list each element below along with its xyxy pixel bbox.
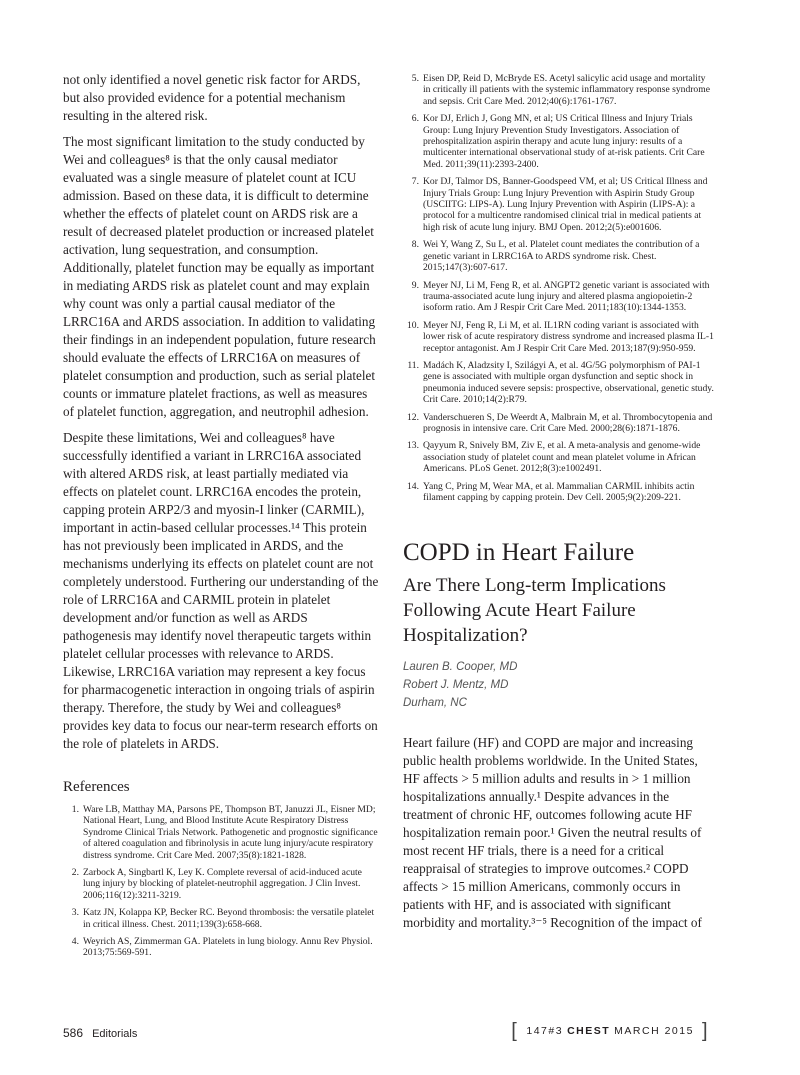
article-subtitle: Are There Long-term Implications Following Acute Heart Failure Hospitalization?: [403, 575, 666, 647]
left-column: [63, 71, 379, 965]
author-name: Lauren B. Cooper, MD: [403, 661, 518, 674]
reference-item: 6. Kor DJ, Erlich J, Gong MN, et al; US Critical Illness and Injury Trials Group: Lung Injury Prevention Study Investigators. Association of prehospitalization aspirin therapy and acute lung injury: results of a multicenter international observational study of at-risk patients. Crit Care Med. 2011;39(11):2393-2400.: [411, 113, 705, 170]
footer-left: [63, 1026, 137, 1040]
reference-list: [403, 73, 715, 503]
reference-item: 3. Katz JN, Kolappa KP, Becker RC. Beyond thrombosis: the versatile platelet in critical illness. Chest. 2011;139(3):658-668.: [71, 907, 375, 930]
reference-item: 9. Meyer NJ, Li M, Feng R, et al. ANGPT2 genetic variant is associated with trauma-associated acute lung injury and altered plasma angiopoietin-2 isoform ratio. Am J Respir Crit Care Med. 2011;183(10):1344-1353.: [411, 279, 710, 314]
bracket-close: ]: [701, 1020, 709, 1042]
reference-item: 14. Yang C, Pring M, Wear MA, et al. Mammalian CARMIL inhibits actin filament capping by capping protein. Dev Cell. 2005;9(2):209-221.: [407, 480, 695, 503]
reference-item: 10. Meyer NJ, Feng R, Li M, et al. IL1RN coding variant is associated with lower risk of acute respiratory distress syndrome and increased plasma IL-1 receptor antagonist. Am J Respir Crit Care Med. 2013;187(9):950-959.: [407, 319, 714, 354]
author-name: Robert J. Mentz, MD: [403, 679, 509, 692]
reference-item: 4. Weyrich AS, Zimmerman GA. Platelets in lung biology. Annu Rev Physiol. 2013;75:569-591.: [71, 936, 373, 959]
article-title: COPD in Heart Failure: [403, 539, 635, 567]
bracket-open: [: [511, 1020, 519, 1042]
section-label: Editorials: [92, 1028, 138, 1040]
issue-date: MARCH 2015: [614, 1025, 694, 1037]
reference-item: 8. Wei Y, Wang Z, Su L, et al. Platelet count mediates the contribution of a genetic variant in LRRC16A to ARDS syndrome risk. Chest. 2015;147(3):607-617.: [411, 239, 700, 274]
reference-list: [63, 804, 379, 959]
reference-item: 1. Ware LB, Matthay MA, Parsons PE, Thompson BT, Januzzi JL, Eisner MD; National Heart, Lung, and Blood Institute Acute Respiratory Distress Syndrome Clinical Trials Network. Pathogenetic and prognostic significance of altered coagulation and fibrinolysis in acute lung injury/acute respiratory distress syndrome. Crit Care Med. 2007;35(8):1821-1828.: [71, 804, 378, 861]
right-column: [403, 71, 715, 940]
body-paragraph: not only identified a novel genetic risk factor for ARDS, but also provided evidence for a potential mechanism resulting in the altered risk.: [63, 72, 361, 123]
references-heading: References: [63, 779, 130, 795]
reference-item: 2. Zarbock A, Singbartl K, Ley K. Complete reversal of acid-induced acute lung injury by blocking of platelet-neutrophil aggregation. J Clin Invest. 2006;116(12):3211-3219.: [71, 867, 362, 901]
author-location: Durham, NC: [403, 697, 467, 710]
page-number: 586: [63, 1026, 84, 1040]
issue-number: 147#3: [526, 1025, 564, 1037]
reference-item: 12. Vanderschueren S, De Weerdt A, Malbrain M, et al. Thrombocytopenia and prognosis in intensive care. Crit Care Med. 2000;28(6):1871-1876.: [407, 411, 713, 434]
body-paragraph: Heart failure (HF) and COPD are major and increasing public health problems worldwide. In the United States, HF affects > 5 million adults and results in > 1 million hospitalizations annually.¹ Despite advances in the treatment of chronic HF, outcomes following acute HF hospitalization remain poor.¹ Given the neutral results of most recent HF trials, there is a need for a critical reappraisal of strategies to improve outcomes.² COPD affects > 15 million Americans, commonly occurs in patients with HF, and is associated with significant morbidity and mortality.³⁻⁵ Recognition of the impact of: [403, 735, 702, 931]
reference-item: 5. Eisen DP, Reid D, McBryde ES. Acetyl salicylic acid usage and mortality in critically ill patients with the systemic inflammatory response syndrome and sepsis. Crit Care Med. 2012;40(6):1761-1767.: [411, 73, 710, 107]
journal-footer: [503, 1022, 717, 1040]
author-list: [403, 658, 715, 712]
reference-item: 13. Qayyum R, Snively BM, Ziv E, et al. A meta-analysis and genome-wide association study of platelet count and mean platelet volume in African Americans. PLoS Genet. 2012;8(3):e1002491.: [407, 440, 701, 475]
reference-item: 11. Madách K, Aladzsity I, Szilágyi A, et al. 4G/5G polymorphism of PAI-1 gene is associated with multiple organ dysfunction and septic shock in pneumonia induced severe sepsis: prospective, observational, genetic study. Crit Care. 2010;14(2):R79.: [407, 359, 714, 406]
body-paragraph: The most significant limitation to the study conducted by Wei and colleagues⁸ is that the only causal mediator evaluated was a single measure of platelet count at ICU admission. Based on these data, it is difficult to determine whether the effects of platelet count on ARDS risk are a result of decreased platelet production or increased platelet activation, lung sequestration, and consumption. Additionally, platelet function may be equally as important in mediating ARDS risk as platelet count and may explain why count was only a partial causal mediator of the LRRC16A and ARDS association. In addition to validating their findings in an independent population, future research should evaluate the effects of LRRC16A on measures of platelet consumption and production, such as serial platelet counts or immature platelet fractions, as well as measures of platelet function, aggregation, and neutrophil adhesion.: [63, 134, 376, 419]
reference-item: 7. Kor DJ, Talmor DS, Banner-Goodspeed VM, et al; US Critical Illness and Injury Trials Group: Lung Injury Prevention with Aspirin Study Group (USCIITG: LIPS-A). Lung Injury Prevention with Aspirin (LIPS-A): a protocol for a multicentre randomised clinical trial in medical patients at high risk of acute lung injury. BMJ Open. 2012;2(5):e001606.: [411, 176, 708, 233]
body-paragraph: Despite these limitations, Wei and colleagues⁸ have successfully identified a variant in LRRC16A associated with altered ARDS risk, at least partially mediated via effects on platelet count. LRRC16A encodes the protein, capping protein ARP2/3 and myosin-I linker (CARMIL), important in actin-based cellular processes.¹⁴ This protein has not previously been implicated in ARDS, and the mechanisms underlying its effects on platelet count are not completely understood. Furthering our understanding of the role of LRRC16A and CARMIL protein in platelet development and/or function as well as ARDS pathogenesis may identify novel therapeutic targets within platelet cellular processes with relevance to ARDS. Likewise, LRRC16A variation may represent a key focus for pharmacogenetic interaction in ongoing trials of aspirin therapy. Therefore, the study by Wei and colleagues⁸ provides key data to focus our near-term research efforts on the role of platelets in ARDS.: [63, 430, 379, 751]
journal-name: CHEST: [567, 1025, 611, 1037]
